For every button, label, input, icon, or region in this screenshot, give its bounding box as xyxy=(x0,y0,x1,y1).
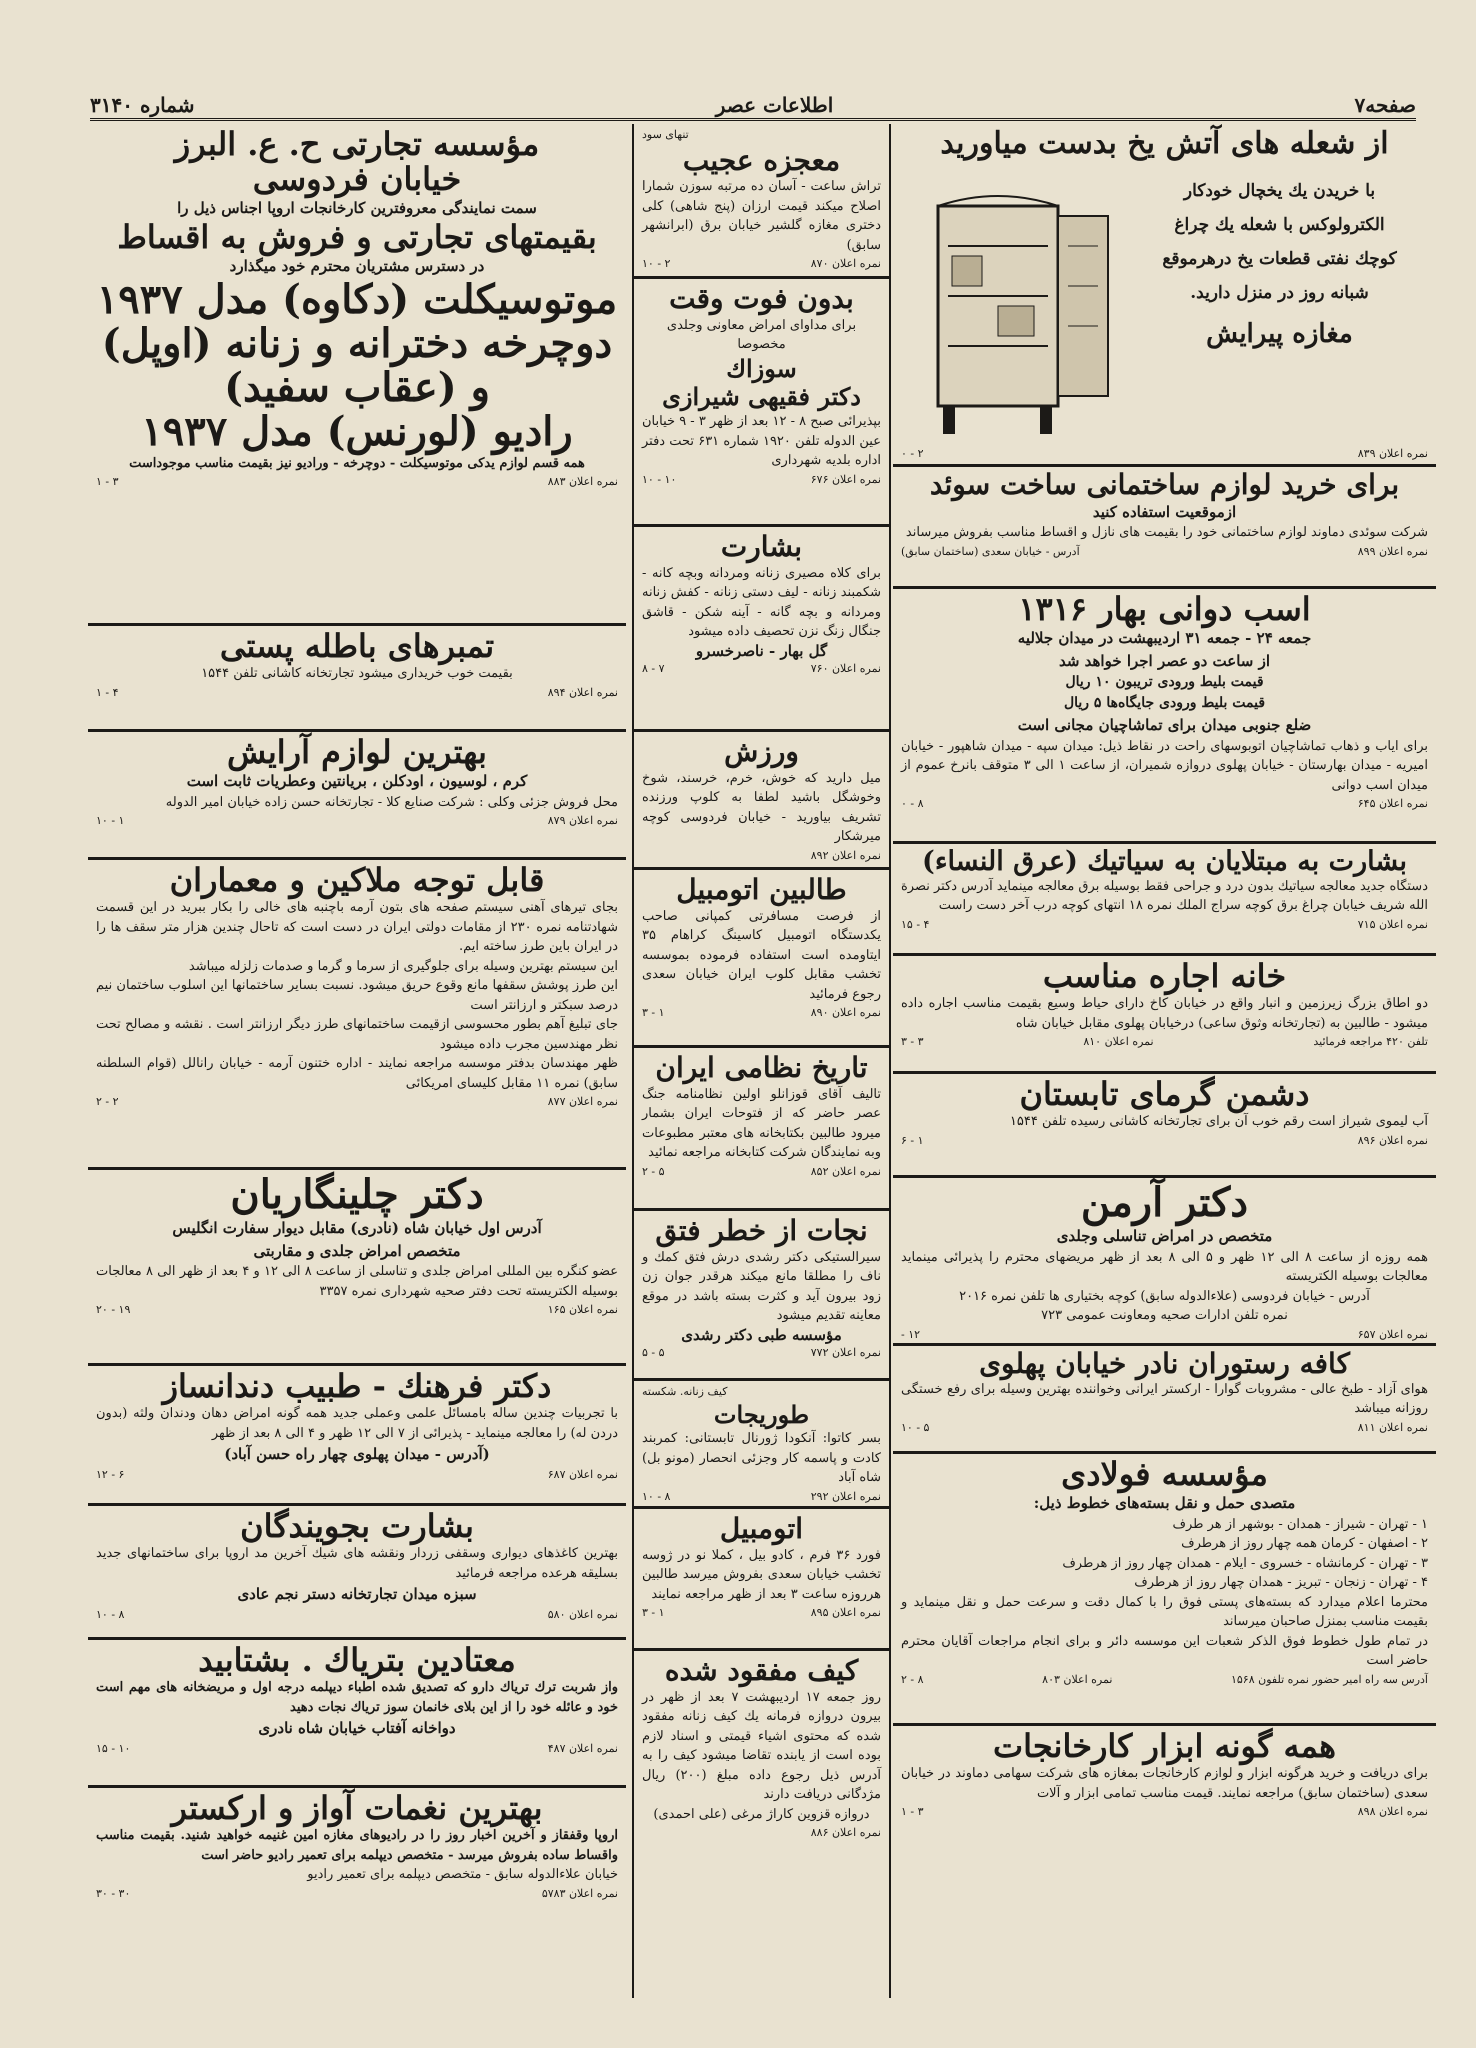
ad-number: نمره اعلان ۸۹۹ xyxy=(1357,544,1428,558)
ad-footer xyxy=(901,1326,1428,1341)
left-column xyxy=(88,124,626,1998)
ad-title: تمبرهای باطله پستی xyxy=(219,627,495,665)
ad-line: سمت نمایندگی معروفترین كارخانجات اروپا اجناس ذیل را xyxy=(177,199,537,218)
ad-title: از شعله های آتش یخ بدست میاورید xyxy=(940,126,1389,161)
ticket-price: قیمت بلیط ورودی تریبون ۱۰ ریال xyxy=(1065,674,1264,691)
ad-number: نمره اعلان ۸۷۷ xyxy=(547,1095,618,1109)
ad-title: معتادین بتریاك . بشتابید xyxy=(198,1641,516,1679)
ad-footer xyxy=(96,1606,618,1621)
ad-number: نمره اعلان ۸۹۶ xyxy=(1357,1133,1428,1147)
ad-builders xyxy=(88,860,626,1170)
route-line: ۳ - تهران - كرمانشاه - خسروی - ایلام - همدان چهار روز از هرطرف xyxy=(1062,1555,1428,1571)
ad-address: آدرس اول خیابان شاه (نادری) مقابل دیوار سفارت انگلیس xyxy=(172,1219,542,1237)
ad-run: ۱۰ - ۱۰ xyxy=(642,472,677,486)
ad-address-2: نمره تلفن ادارات صحیه ومعاونت عمومی ۷۲۳ xyxy=(1041,1308,1288,1323)
ad-title: مؤسسه تجارتی ح. ع. البرز xyxy=(174,125,540,163)
ad-text: روز جمعه ۱۷ اردیبهشت ۷ بعد از ظهر در بیرون دروازه فرمانه یك كیف زنانه مفقود شده كه محتوی اشیاء قیمتی و اسناد لازم بوده است از یابنده تقاضا میشود كیف را به آدرس ذیل رجوع داده مبلغ (۲۰۰) ریال مژدگانی دریافت دارند xyxy=(642,1689,881,1803)
ad-text-5: ظهر مهندسان بدفتر موسسه مراجعه نمایند - اداره ختنون آرمه - خیابان رانالل (قوام السلطنه سابق) نمره ۱۱ مقابل كلیسای امریكائی xyxy=(96,1056,618,1091)
masthead xyxy=(90,92,1416,121)
ad-good-news xyxy=(634,527,889,732)
ad-footer xyxy=(642,471,881,486)
route-line: ۱ - تهران - شیراز - همدان - بوشهر از هر طرف xyxy=(1172,1516,1428,1532)
ad-title: ورزش xyxy=(724,735,799,768)
ad-title: نجات از خطر فتق xyxy=(655,1214,868,1247)
ad-line-3: در دسترس مشتریان محترم خود میگذارد xyxy=(229,257,485,276)
ad-subtitle: متخصص در امراض تناسلی وجلدی xyxy=(1056,1227,1273,1245)
ad-title: دكتر چلینگاریان xyxy=(230,1171,484,1218)
ad-lost-bag xyxy=(634,1651,889,1886)
ad-horse-race xyxy=(893,589,1436,844)
ad-text-2: بپذیرائی صبح ۸ - ۱۲ بعد از ظهر ۳ - ۹ خیابان عین الدوله تلفن ۱۹۲۰ شماره ۶۳۱ تحت دفتر اداره بلدیه شهرداری xyxy=(642,414,881,469)
ad-run: ۳ - ۳ xyxy=(901,1035,924,1049)
ad-number: نمره اعلان ۷۱۵ xyxy=(1357,917,1428,931)
ad-hernia xyxy=(634,1211,889,1381)
ad-text: تالیف آقای قوزانلو اولین نظامنامه جنگ عصر حاضر كه از فتوحات ایران بشمار میرود طالبین بكتابخانه های معتبر مطبوعات وبه نمایندگان شركت كتابخانه مراجعه نمائید xyxy=(642,1086,881,1161)
ad-number: نمره اعلان ۸۸۶ xyxy=(810,1826,881,1840)
ad-no-waste xyxy=(634,279,889,527)
ad-line: جمعه ۲۴ - جمعه ۳۱ اردیبهشت در میدان جلالیه xyxy=(1017,629,1312,648)
ad-text: برای ایاب و ذهاب تماشاچیان اتوبوسهای راحت در نقاط ذیل: میدان سپه - میدان شاهپور - خیابان امیریه - میدان بهارستان - خیابان پهلوی دروازه شمیران، از ساعت ۱ الی ۳ متوقف بانرخ عموم از میدان اسب دوانی xyxy=(901,738,1428,793)
doctor-name: دكتر فقیهی شیرازی xyxy=(662,382,861,412)
ad-factory-tools xyxy=(893,1726,1436,1846)
ad-number: نمره اعلان ۸۱۰ xyxy=(1083,1035,1154,1049)
refrigerator-illustration xyxy=(918,186,1128,446)
ticket-price: قیمت بلیط ورودی جایگاه‌ها ۵ ریال xyxy=(1063,695,1266,712)
ad-text: همه روزه از ساعت ۸ الی ۱۲ ظهر و ۵ الی ۸ بعد از ظهر مریضهای محترم را پذیرائی مینماید معالجات بوسیله الكتریسته xyxy=(901,1249,1428,1284)
ad-tag: كیف زنانه. شكسته xyxy=(642,1385,728,1398)
ad-footer xyxy=(642,1488,881,1503)
ad-title: كافه رستوران نادر خیابان پهلوی xyxy=(979,1347,1350,1380)
ad-footer xyxy=(96,473,618,488)
ad-number: نمره اعلان ۸۹۲ xyxy=(810,848,881,862)
ad-title: دكتر فرهنك - طبیب دندانساز xyxy=(162,1367,552,1405)
ad-address: آدرس - خیابان سعدی (ساختمان سابق) xyxy=(901,544,1080,558)
page-number: صفحه۷ xyxy=(1354,93,1416,117)
ad-run: ۱۰ - ۱۵ xyxy=(96,1741,131,1755)
ad-title: مؤسسه فولادی xyxy=(1061,1455,1268,1493)
ad-run: ۱ - ۶ xyxy=(901,1133,924,1147)
ad-title: اتومبیل xyxy=(719,1512,804,1545)
ad-dr-farhang xyxy=(88,1366,626,1506)
ad-run: ۱ - ۳ xyxy=(642,1606,665,1620)
ad-footer xyxy=(96,812,618,827)
ad-subtitle: ازموقعیت استفاده كنید xyxy=(1092,502,1237,521)
ad-doctor-armen xyxy=(893,1178,1436,1346)
paper-name: اطلاعات عصر xyxy=(715,93,834,117)
ad-number: نمره اعلان ۸۸۳ xyxy=(547,475,618,489)
ad-text: تراش ساعت - آسان ده مرتبه سوزن شمارا اصلاح میكند قیمت ارزان (پنج شاهی) كلی دختری مغازه گلشیر خیابان برق (ابرانشهر سابق) xyxy=(642,179,881,253)
ad-text: از فرصت مسافرتی كمپانی صاحب یكدستگاه اتومبیل كاسینگ كراهام ۳۵ ایتاومده است استفاده فرموده بموسسه تخشب مقابل كلوب ایران خیابان سعدی رجوع فرمائید xyxy=(642,908,881,1002)
ad-text: میل دارید كه خوش، خرم، خرسند، شوخ وخوشگل باشید لطفا به كلوپ ورزنده تشریف بیاورید - خیابان فردوسی كوچه میرشكار xyxy=(642,770,881,845)
ad-seekers xyxy=(88,1506,626,1640)
ad-address: آدرس سه راه امیر حضور نمره تلفون ۱۵۶۸ xyxy=(1230,1672,1428,1686)
right-column xyxy=(893,124,1436,1998)
ad-run: ۲ - ۰ xyxy=(901,447,924,460)
ad-number: نمره اعلان ۸۷۰ xyxy=(810,257,881,271)
ad-text-3: این طرز پوشش سقفها مانع وقوع حریق میشود. نسبت بسایر ساختمانها این اسلوب ساختمان نیم درصد سبكتر و ارزانتر است xyxy=(96,978,618,1013)
ad-text: دستگاه جدید معالجه سیاتیك بدون درد و جراحی فقط بوسیله برق معالجه مینماید آدرس دكتر نصرة الله شریف خیابان چراغ برق كوچه سراج الملك نمره ۱۸ انتهای كوچه درب آخر دست راست xyxy=(901,878,1428,914)
ad-text: برای كلاه مصیری زنانه ومردانه وبچه كانه - شكمبند زنانه - لیف دستی زنانه - كفش زنانه ومردانه و بچه گانه - آینه شكن - قاشق جنگال زنگ نزن تحصیف داده میشود xyxy=(642,565,881,640)
ad-number: نمره اعلان ۸۳۹ xyxy=(1357,447,1428,460)
ad-title: بدون فوت وقت xyxy=(669,282,854,315)
ad-subtitle: متصدی حمل و نقل بسته‌های خطوط ذیل: xyxy=(1033,1494,1296,1513)
ad-run: ۵ - ۵ xyxy=(642,1345,665,1359)
ad-subtitle: سوزاك xyxy=(726,353,797,383)
ad-title: تاریخ نظامی ایران xyxy=(655,1051,868,1084)
ad-address: دروازه قزوین كاراژ مرغی (علی احمدی) xyxy=(653,1806,870,1822)
ad-footer xyxy=(901,543,1428,558)
ad-fridge xyxy=(893,124,1436,467)
ad-footer xyxy=(96,1093,618,1108)
ad-title: قابل توجه ملاكین و معماران xyxy=(169,861,545,899)
ad-text-2: در تمام طول خطوط فوق الذكر شعبات این موسسه دائر و برای انجام مراجعات آقایان محترم حاضر است xyxy=(901,1633,1428,1669)
ad-footer xyxy=(901,1803,1428,1818)
ad-run: ۷ - ۸ xyxy=(642,661,665,675)
ad-title: بهترین نغمات آواز و اركستر xyxy=(171,1789,543,1827)
ad-wonder xyxy=(634,124,889,279)
ad-text: فورد ۳۶ فرم ، كادو بیل ، كملا نو در ژوسه تخشب خیابان سعدی بفروش میرسد طالبین هرروزه ساعت ۳ بعد از ظهر مراجعه نمایند xyxy=(642,1547,881,1602)
ad-number: نمره اعلان ۶۸۷ xyxy=(547,1467,618,1481)
ad-run: ۱۹ - ۲۰ xyxy=(96,1303,131,1316)
ad-text: برای مداوای امراض معاونی وجلدی مخصوصا xyxy=(666,317,857,353)
ad-signature: گل بهار - ناصرخسرو xyxy=(695,641,828,660)
ad-number: نمره اعلان ۸۹۸ xyxy=(1357,1805,1428,1819)
ad-phone: تلفن ۴۲۰ مراجعه فرمائید xyxy=(1313,1035,1428,1049)
ad-run: ۸ - ۱۰ xyxy=(642,1489,671,1503)
ad-line: شبانه روز در منزل دارید. xyxy=(1190,283,1369,303)
ad-title: برای خرید لوازم ساختمانی ساخت سوئد xyxy=(929,468,1400,501)
ad-number: نمره اعلان ۴۸۷ xyxy=(547,1741,618,1755)
ad-number: نمره اعلان ۷۶۰ xyxy=(810,661,881,675)
ad-address: دواخانه آفتاب خیابان شاه نادری xyxy=(258,1719,456,1738)
ad-stamps xyxy=(88,626,626,732)
ad-title: خانه اجاره مناسب xyxy=(1042,957,1287,995)
ad-title: اسب دوانی بهار ۱۳۱۶ xyxy=(1018,590,1311,628)
ad-perfumes xyxy=(634,1381,889,1509)
ad-car-seekers xyxy=(634,870,889,1048)
ad-line-2: بقیمتهای تجارتی و فروش به اقساط xyxy=(117,217,597,256)
ad-line: كوچك نفتی قطعات یخ درهرموقع xyxy=(1162,249,1397,269)
ad-line: ضلع جنوبی میدان برای تماشاچیان مجانی است xyxy=(1017,716,1312,735)
ad-footer xyxy=(901,795,1428,810)
ad-run: ۶ - ۱۲ xyxy=(96,1467,125,1481)
ad-footer xyxy=(96,1301,618,1316)
ad-title: بشارت xyxy=(720,530,803,563)
ad-title: دكتر آرمن xyxy=(1080,1179,1249,1226)
ad-run: ۳ - ۱ xyxy=(96,475,119,489)
ad-text: دو اطاق بزرگ زیرزمین و انبار واقع در خیابان كاخ دارای حیاط وسیع بقیمت مناسب اجاره داده میشود - طالبین به (تجارتخانه وثوق ساعی) درخیابان پهلوی مقابل خیابان شاه xyxy=(901,996,1428,1031)
ad-run: ۲ - ۲ xyxy=(96,1095,119,1109)
ad-footer xyxy=(96,1466,618,1481)
ad-text: سیرالستیكی دكتر رشدی درش فتق كمك و ناف را مطلقا مانع میكند هرقدر جوان زن زود بیرون آید و كثرت بسته باشد در موقع معاینه تقدیم میشود xyxy=(642,1249,881,1324)
ad-line: الكترولوكس با شعله یك چراغ xyxy=(1174,215,1385,235)
ad-footer xyxy=(901,1033,1428,1048)
ad-run: ۸ - ۱۰ xyxy=(96,1607,125,1621)
ad-building-supplies xyxy=(893,467,1436,589)
ad-cosmetics xyxy=(88,732,626,860)
product-motorcycle: موتوسیكلت (دكاوه) مدل ۱۹۳۷ xyxy=(96,275,618,323)
ad-opium xyxy=(88,1640,626,1788)
ad-line: با خریدن یك یخچال خودكار xyxy=(1183,181,1376,201)
ad-address: (آدرس - میدان پهلوی چهار راه حسن آباد) xyxy=(224,1445,490,1464)
ad-footer xyxy=(901,916,1428,931)
ad-number: نمره اعلان ۸۵۲ xyxy=(810,1164,881,1178)
ad-automobile xyxy=(634,1509,889,1651)
ad-run: ۱۲ - xyxy=(901,1327,921,1341)
ad-number: نمره اعلان ۶۵۷ xyxy=(1357,1327,1428,1341)
ad-footer xyxy=(642,1344,881,1359)
ad-signature: مؤسسه طبی دكتر رشدی xyxy=(681,1325,842,1344)
ad-run: ۱ - ۳ xyxy=(642,1006,665,1020)
product-bicycle: دوچرخه دخترانه و زنانه (اوپل) xyxy=(101,319,613,367)
ad-text: هوای آزاد - طبخ عالی - مشروبات گوارا - اركستر ایرانی وخواننده بهترین وسیله برای رفع خستگی روزانه میباشد xyxy=(901,1381,1428,1417)
ad-line-4: همه قسم لوازم یدكی موتوسیكلت - دوچرخه - ورادیو نیز بقیمت مناسب موجوداست xyxy=(129,455,585,471)
ad-footer xyxy=(642,1604,881,1619)
ad-footer xyxy=(642,1824,881,1839)
shop-name: مغازه پیرایش xyxy=(1206,319,1353,349)
product-eagle: و (عقاب سفید) xyxy=(224,363,490,411)
ad-number: نمره اعلان ۸۹۵ xyxy=(810,1606,881,1620)
ad-text: بسر كاتوا: آنكودا ژورنال تابستانی: كمربند كادت و پاسمه كار وجزئی انحصار (مونو بل) شاه آباد xyxy=(642,1431,881,1486)
ad-number: نمره اعلان ۶۷۶ xyxy=(810,472,881,486)
ad-number: نمره اعلان ۸۹۰ xyxy=(810,1006,881,1020)
ad-house-rent xyxy=(893,956,1436,1074)
ad-summer xyxy=(893,1074,1436,1178)
ad-run: ۳۰ - ۳۰ xyxy=(96,1886,131,1900)
ad-title: بشارت بجویندگان xyxy=(240,1507,474,1545)
ad-cafe-nader xyxy=(893,1346,1436,1454)
ad-footer xyxy=(642,847,881,862)
ad-run: ۴ - ۱ xyxy=(96,685,119,699)
ad-number: نمره اعلان ۵۷۸۳ xyxy=(541,1886,618,1900)
ad-music xyxy=(88,1788,626,1988)
ad-text-2: خیابان علاءالدوله سابق - متخصص دیپلمه برای تعمیر رادیو xyxy=(307,1867,618,1883)
ad-run: ۱ - ۱۰ xyxy=(96,814,125,828)
ad-dr-chelingarian xyxy=(88,1170,626,1366)
ad-title: كیف مفقود شده xyxy=(664,1654,859,1687)
ad-footer xyxy=(642,1163,881,1178)
ad-text: برای دریافت و خرید هرگونه ابزار و لوازم كارخانجات بمغازه های شركت سهامی دماوند در خیابان سعدی (ساختمان سابق) مراجعه نمایند. قیمت مناسب تمامی ابزار و آلات xyxy=(901,1766,1428,1801)
ad-text: بهترین كاغذهای دیواری وسقفی زردار ونقشه های شیك آخرین مد اروپا برای ساختمانهای جدید بسلیقه هرعده مراجعه فرمائید xyxy=(96,1546,618,1581)
ad-number: نمره اعلان ۱۶۵ xyxy=(547,1303,618,1316)
ad-footer xyxy=(96,1740,618,1755)
ad-number: نمره اعلان ۸۹۴ xyxy=(547,685,618,699)
ad-run: ۵ - ۲ xyxy=(642,1164,665,1178)
ad-footer xyxy=(901,1132,1428,1147)
ad-text-2: سبزه میدان تجارتخانه دستر نجم عادی xyxy=(237,1585,477,1604)
ad-line: از ساعت دو عصر اجرا خواهد شد xyxy=(1058,651,1271,670)
ad-text: واز شربت ترك تریاك دارو كه تصدیق شده اطباء دیپلمه درجه اول و مریضخانه های مهم است خود و عائله خود را از این بلای خانمان سوز تریاك نجات دهید xyxy=(96,1680,618,1715)
route-line: ۴ - تهران - زنجان - تبریز - همدان چهار روز از هرطرف xyxy=(1134,1575,1428,1591)
ad-title: همه گونه ابزار كارخانجات xyxy=(993,1727,1336,1765)
ad-sport xyxy=(634,732,889,870)
ad-footer xyxy=(96,1885,618,1900)
ad-number: نمره اعلان ۷۷۲ xyxy=(810,1345,881,1359)
ad-number: نمره اعلان ۲۹۲ xyxy=(810,1489,881,1503)
ad-military-history xyxy=(634,1048,889,1211)
ad-number: نمره اعلان ۸۰۳ xyxy=(1042,1672,1113,1686)
ad-title: طالبین اتومبیل xyxy=(676,873,847,906)
ad-text: اروپا وقفقاز و آخرین اخبار روز را در رادیوهای مغازه امین غنیمه خواهید شنید. بقیمت مناسب واقساط ساده بفروش میرسد - متخصص دیپلمه برای تعمیر رادیو حاضر است xyxy=(96,1828,618,1863)
ad-title: بشارت به مبتلایان به سیاتیك (عرق النساء) xyxy=(922,846,1407,877)
issue-number: شماره ۳۱۴۰ xyxy=(90,93,195,117)
ad-address: آدرس - خیابان فردوسی (علاءالدوله سابق) كوچه بختیاری ها تلفن نمره ۲۰۱۶ xyxy=(959,1288,1370,1304)
ad-footer xyxy=(642,1004,881,1019)
route-line: ۲ - اصفهان - كرمان همه چهار روز از هرطرف xyxy=(1181,1536,1428,1552)
ad-run: ۸ - ۲ xyxy=(901,1672,924,1686)
ad-run: ۳ - ۱ xyxy=(901,1805,924,1819)
ad-run: ۵ - ۱۰ xyxy=(901,1420,930,1434)
ad-number: نمره اعلان ۵۸۰ xyxy=(547,1607,618,1621)
ad-text: شركت سوئدی دماوند لوازم ساختمانی خود را بقیمت های نازل و اقساط مناسب بفروش میرساند xyxy=(905,525,1428,541)
ad-text: آب لیموی شیراز است رقم خوب آن برای تجارتخانه كاشانی رسیده تلفن ۱۵۴۴ xyxy=(1009,1114,1428,1130)
ad-number: نمره اعلان ۶۴۵ xyxy=(1357,797,1428,811)
ad-subtitle: متخصص امراض جلدی و مقاربتی xyxy=(253,1241,461,1260)
ad-title: معجزه عجیب xyxy=(682,143,841,177)
ad-street: خیابان فردوسی xyxy=(252,160,462,199)
ad-alborz xyxy=(88,124,626,626)
ad-sciatica xyxy=(893,844,1436,956)
ad-footer xyxy=(96,684,618,699)
ad-fuladi xyxy=(893,1454,1436,1726)
ad-text: عضو كنگره بین المللی امراض جلدی و تناسلی از ساعت ۸ الی ۱۲ و ۴ بعد از ظهر الی ۸ معالجات بوسیله الكتریسته تحت دفتر صحیه شهرداری نمره ۳۳۵۷ xyxy=(96,1264,618,1299)
ad-text-4: جای تبلیغ آهم بطور محسوسی ازقیمت ساختمانهای طرز دیگر ارزانتر است . نقشه و مصالح تحت نظر مهندسین مجرب داده میشود xyxy=(96,1017,618,1052)
ad-title: بهترین لوازم آرایش xyxy=(227,733,487,771)
ad-text-2: این سیستم بهترین وسیله برای جلوگیری از سرما و گرما و صدمات زلزله میباشد xyxy=(188,958,618,974)
ad-footer xyxy=(901,445,1428,460)
ad-number: نمره اعلان ۸۷۹ xyxy=(547,814,618,828)
ad-run: ۲ - ۱۰ xyxy=(642,257,671,271)
ad-tag: تنهای سود xyxy=(642,128,689,141)
ad-text-2: محل فروش جزئی وكلی : شركت صنایع كلا - تجارتخانه حسن زاده خیابان امیر الدوله xyxy=(165,794,618,810)
ad-footer xyxy=(901,1671,1428,1686)
ad-run: ۸ - ۰ xyxy=(901,797,924,811)
ad-number: نمره اعلان ۸۱۱ xyxy=(1357,1420,1428,1434)
product-radio: رادیو (لورنس) مدل ۱۹۳۷ xyxy=(141,407,573,455)
ad-title: طوریجات xyxy=(713,1399,810,1429)
ad-footer xyxy=(901,1419,1428,1434)
ad-footer xyxy=(642,255,881,270)
ad-text: با تجربیات چندین ساله بامسائل علمی وعملی جدید همه گونه امراض دهان ودندان ولثه (بدون دردن له) را معالجه مینماید - پذیرائی از ۷ الی ۱۲ ظهر و ۴ الی ۸ بعد از ظهر xyxy=(96,1406,618,1441)
ad-run: ۴ - ۱۵ xyxy=(901,917,930,931)
ad-text: بجای تیرهای آهنی سیستم صفحه های بتون آرمه باچنبه های خالی را بكار ببرید در این قسمت شهادتنامه نمره ۲۳۰ از مقامات دولتی ایران در دست است كه تاحال چندین هزار متر سقف ها را در ایران باین طرز ساخته ایم. xyxy=(96,900,618,955)
middle-column xyxy=(632,124,891,1998)
ad-footer xyxy=(642,660,881,675)
ad-title: دشمن گرمای تابستان xyxy=(1019,1075,1310,1113)
ad-text: بقیمت خوب خریداری میشود تجارتخانه كاشانی تلفن ۱۵۴۴ xyxy=(201,666,513,682)
ad-text: كرم ، لوسیون ، اودكلن ، بریانتین وعطریات ثابت است xyxy=(186,772,528,791)
ad-text: محترما اعلام میدارد كه بسته‌های پستی فوق را با كمال دقت و سرعت حمل و نقل مینماید و بقیمت مناسب بمنزل صاحبان میرساند xyxy=(901,1594,1428,1630)
